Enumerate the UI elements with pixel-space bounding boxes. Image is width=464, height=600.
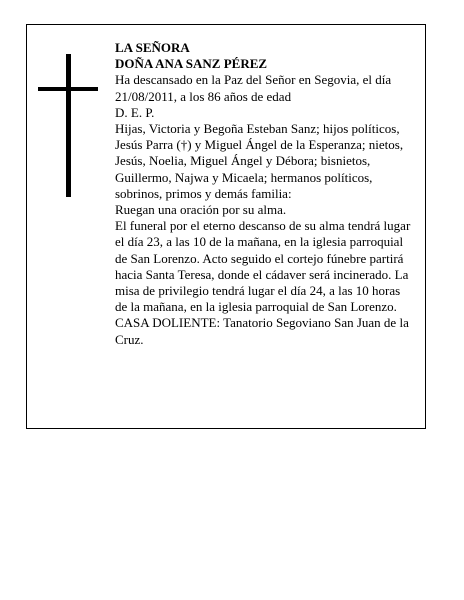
obituary-notice xyxy=(26,24,426,429)
funeral-details: El funeral por el eterno descanso de su alma tendrá lugar el día 23, a las 10 de la mañana, en la iglesia parroquial de San Lorenzo. Acto seguido el cortejo fúnebre partirá hacia Santa Teresa, donde el cádaver será incinerado. La misa de privilegio tendrá lugar el día 24, a las 10 horas de la mañana, en la iglesia parroquial de San Lorenzo. xyxy=(115,218,411,315)
cross-horizontal-bar xyxy=(38,87,98,91)
rip-abbreviation: D. E. P. xyxy=(115,104,155,120)
prayer-request: Ruegan una oración por su alma. xyxy=(115,202,287,218)
casa-doliente: CASA DOLIENTE: Tanatorio Segoviano San Juan de la Cruz. xyxy=(115,315,409,347)
title-line-1: LA SEÑORA xyxy=(115,40,190,55)
death-announcement: Ha descansado en la Paz del Señor en Segovia, el día 21/08/2011, a los 86 años de edad xyxy=(115,72,392,104)
notice-text xyxy=(115,40,415,348)
family-list: Hijas, Victoria y Begoña Esteban Sanz; hijos políticos, Jesús Parra (†) y Miguel Ángel de la Esperanza; nietos, Jesús, Noelia, Miguel Ángel y Débora; bisnietos, Guillermo, Najwa y Micaela; hermanos políticos, sobrinos, primos y demás familia: xyxy=(115,121,404,201)
cross-vertical-bar xyxy=(66,54,71,197)
deceased-name: DOÑA ANA SANZ PÉREZ xyxy=(115,56,268,72)
cross-icon xyxy=(38,54,98,197)
